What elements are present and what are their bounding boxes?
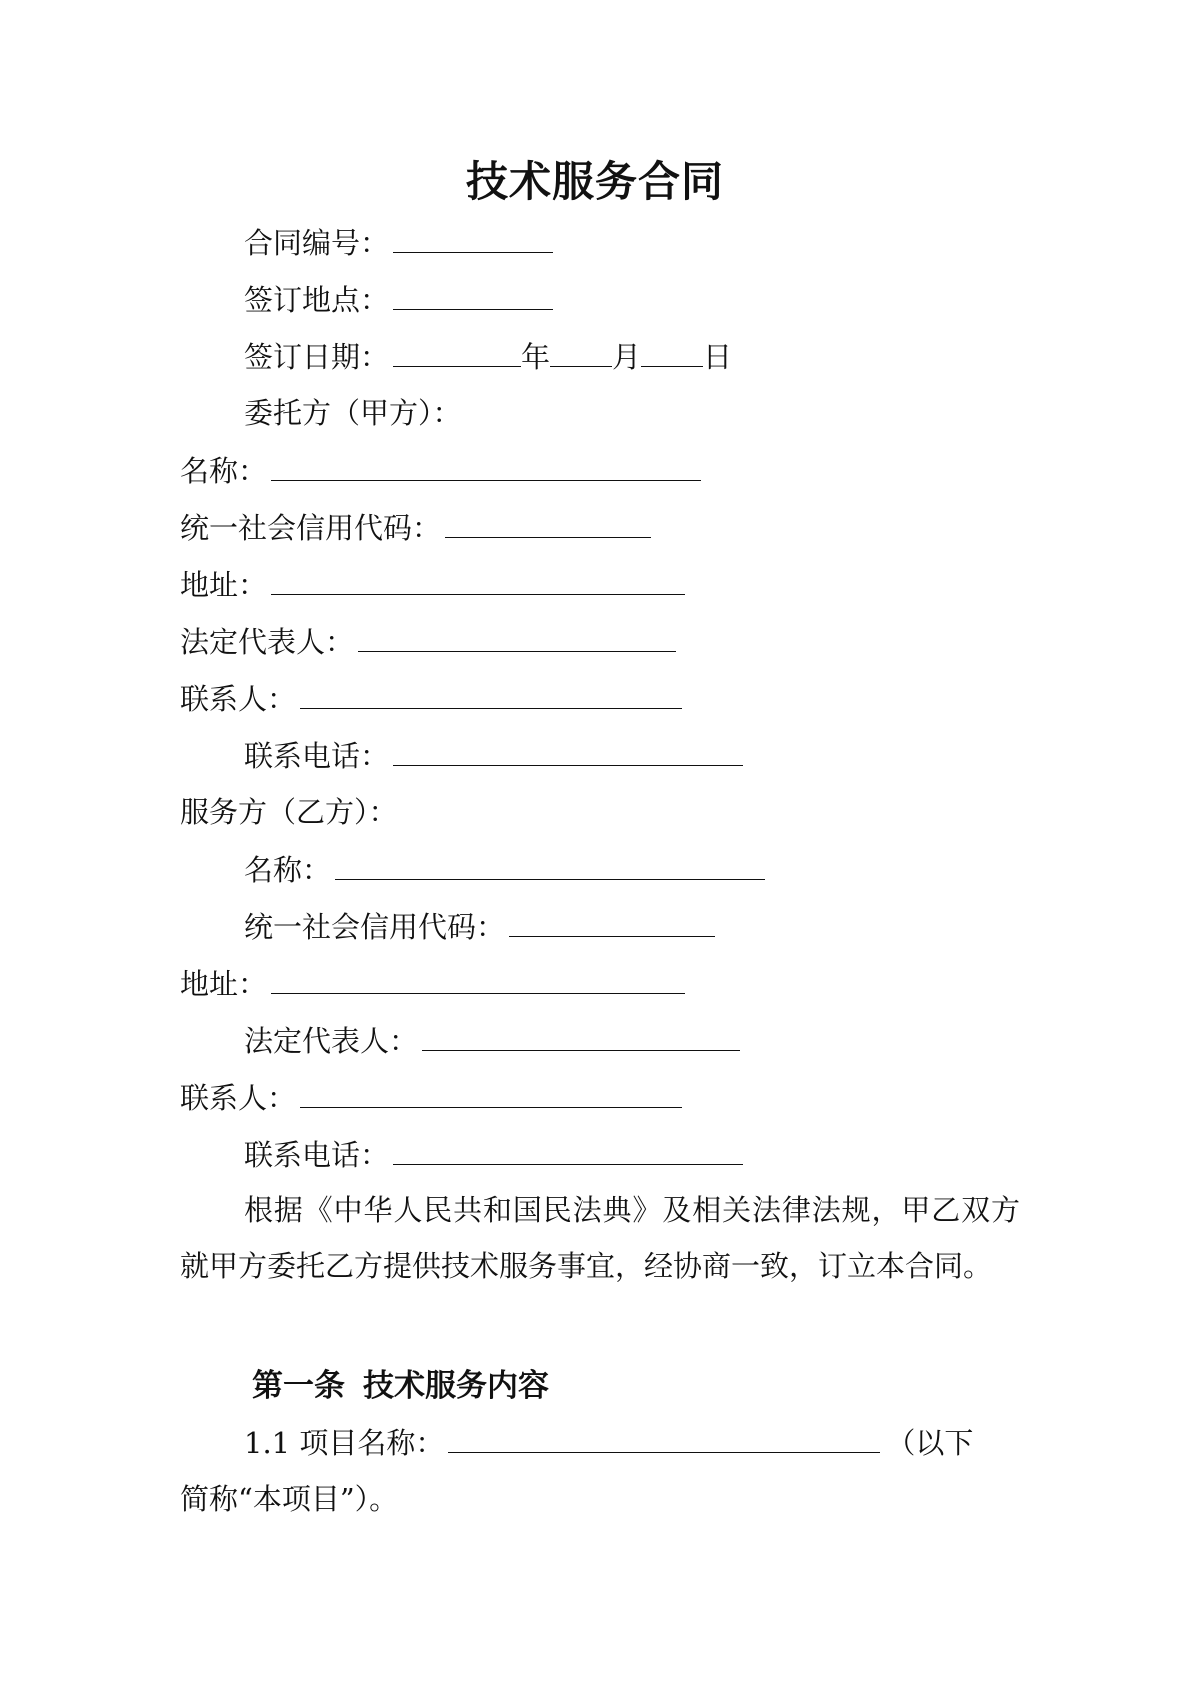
party-b-credit-code-label: 统一社会信用代码： [244, 910, 506, 944]
day-label: 日 [703, 340, 733, 374]
party-a-phone-field[interactable] [393, 735, 743, 766]
sign-day-field[interactable] [641, 336, 703, 367]
party-b-contact-label: 联系人： [180, 1081, 297, 1115]
party-b-address-field[interactable] [271, 963, 685, 994]
party-a-credit-code-label: 统一社会信用代码： [180, 511, 442, 545]
sign-place-row [244, 279, 553, 320]
party-a-name-row [180, 450, 701, 491]
party-a-contact-field[interactable] [300, 678, 682, 709]
party-b-credit-code-row [244, 906, 715, 947]
party-b-name-label: 名称： [244, 853, 332, 887]
sign-year-field[interactable] [393, 336, 521, 367]
party-b-contact-field[interactable] [300, 1077, 682, 1108]
party-b-name-field[interactable] [335, 849, 765, 880]
party-a-legal-rep-row [180, 621, 676, 662]
month-label: 月 [612, 340, 642, 374]
item-1-1-suffix: （以下 [886, 1426, 974, 1460]
sign-date-row [244, 336, 732, 377]
party-a-address-row [180, 564, 685, 605]
item-1-1-continuation: 简称“本项目”）。 [180, 1482, 399, 1516]
sign-month-field[interactable] [550, 336, 612, 367]
contract-no-field[interactable] [393, 222, 553, 253]
sign-date-label: 签订日期： [244, 340, 390, 374]
party-a-phone-row [244, 735, 743, 776]
contract-no-row [244, 222, 553, 263]
party-b-contact-row [180, 1077, 682, 1118]
party-a-legal-rep-field[interactable] [358, 621, 676, 652]
item-1-1-label: 1.1 项目名称： [244, 1426, 445, 1460]
preamble-paragraph: 根据《中华人民共和国民法典》及相关法律法规，甲乙双方就甲方委托乙方提供技术服务事宜，经协商一致，订立本合同。 [180, 1193, 1020, 1283]
party-a-name-label: 名称： [180, 454, 268, 488]
party-a-heading: 委托方（甲方）： [244, 396, 462, 430]
document-title: 技术服务合同 [465, 157, 724, 206]
article-1-number: 第一条 [252, 1368, 345, 1404]
party-a-address-label: 地址： [180, 568, 268, 602]
party-a-legal-rep-label: 法定代表人： [180, 625, 355, 659]
year-label: 年 [521, 340, 551, 374]
party-a-credit-code-field[interactable] [445, 507, 651, 538]
party-a-contact-row [180, 678, 682, 719]
party-a-name-field[interactable] [271, 450, 701, 481]
item-1-1-row [244, 1422, 973, 1463]
party-b-legal-rep-label: 法定代表人： [244, 1024, 419, 1058]
sign-place-label: 签订地点： [244, 283, 390, 317]
contract-no-label: 合同编号： [244, 226, 390, 260]
party-b-address-row [180, 963, 685, 1004]
party-b-name-row [244, 849, 765, 890]
article-1-title: 技术服务内容 [363, 1368, 549, 1404]
party-a-address-field[interactable] [271, 564, 685, 595]
party-b-legal-rep-row [244, 1020, 740, 1061]
article-1-heading [252, 1364, 549, 1408]
party-b-phone-label: 联系电话： [244, 1138, 390, 1172]
party-a-phone-label: 联系电话： [244, 739, 390, 773]
party-b-address-label: 地址： [180, 967, 268, 1001]
project-name-field[interactable] [448, 1422, 880, 1453]
sign-place-field[interactable] [393, 279, 553, 310]
party-b-heading: 服务方（乙方）： [180, 795, 398, 829]
party-b-phone-field[interactable] [393, 1134, 743, 1165]
party-a-contact-label: 联系人： [180, 682, 297, 716]
party-a-credit-code-row [180, 507, 651, 548]
party-b-phone-row [244, 1134, 743, 1175]
party-b-legal-rep-field[interactable] [422, 1020, 740, 1051]
party-b-credit-code-field[interactable] [509, 906, 715, 937]
